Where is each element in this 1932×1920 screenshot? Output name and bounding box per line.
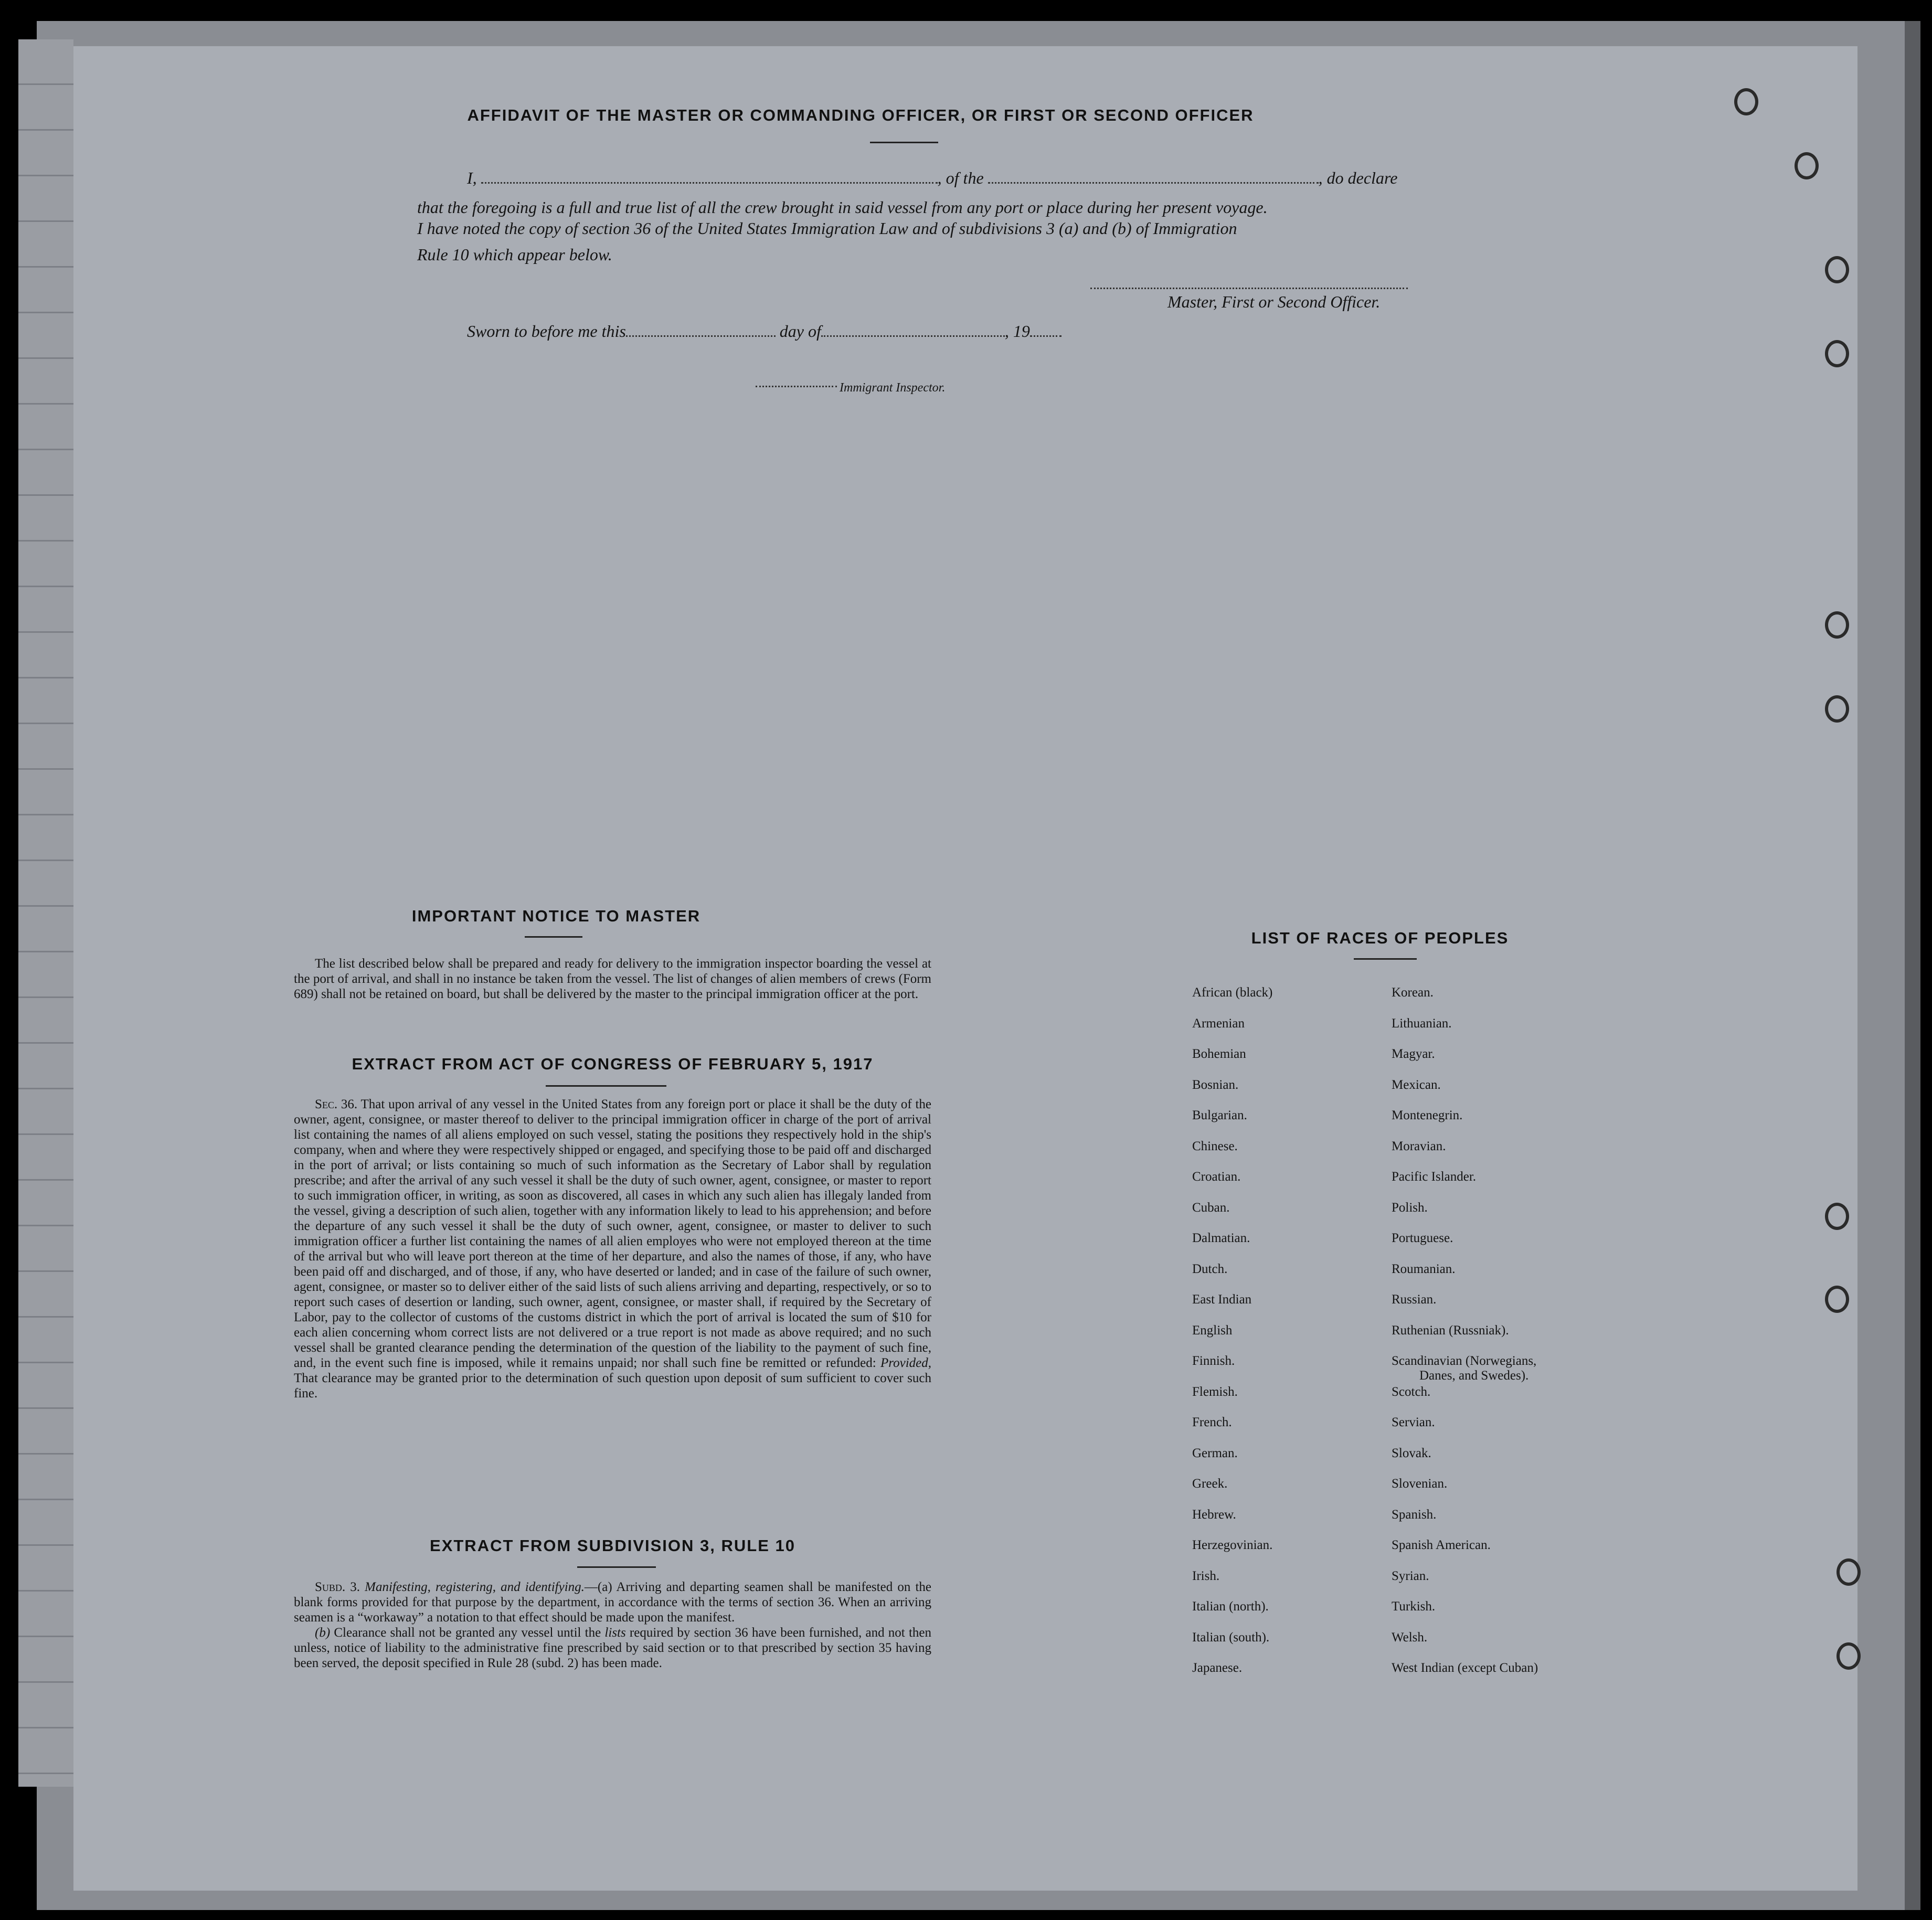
race-item: Irish. [1192, 1569, 1220, 1583]
rule10-b-text-2: required by section 36 have been furnished, and not then unless, notice of liability to the administrative fine prescribed by said section or to that prescribed by section 35 having been served, the deposit specified in Rule 28 (subd. 2) has been made. [294, 1626, 931, 1670]
sec-36-label: Sec. 36. [315, 1097, 358, 1111]
binder-hole-icon [1825, 695, 1849, 723]
rule10-heading: Manifesting, registering, and identifying. [365, 1580, 585, 1594]
sworn-month-blank[interactable] [821, 335, 1005, 337]
race-item: Hebrew. [1192, 1508, 1236, 1522]
race-item: Armenian [1192, 1016, 1245, 1031]
race-item: Lithuanian. [1392, 1016, 1452, 1031]
left-ledger-strip [18, 39, 73, 1787]
race-item: Italian (north). [1192, 1599, 1269, 1614]
binder-hole-icon [1825, 611, 1849, 639]
race-item: Croatian. [1192, 1170, 1241, 1184]
act-text-main: That upon arrival of any vessel in the United States from any foreign port or place it shall be the duty of the owner, agent, consignee, or master thereof to deliver to the principal immigration officer in charge of the port of arrival list containing the names of all aliens employed on such vessel, stating the positions they respectively hold in the ship's company, when and where they were respectively shipped or engaged, and specifying those to be paid off and discharged in the port of arrival; or lists containing so much of such information as the Secretary of Labor shall by regulation prescribe; and after the arrival of any such vessel it shall be the duty of such owner, agent, consignee, or master to report to such immigration officer, in writing, as soon as discovered, all cases in which any such alien has illegaly landed from the vessel, giving a description of such alien, together with any information likely to lead to his apprehension; and before the departure of any such vessel it shall be the duty of such owner, agent, consignee, or master to deliver to such immigration officer a further list containing the names of all alien employes who were not employed thereon at the time of the arrival but who will leave port thereon at the time of her departure, and also the names of those, if any, who have been paid off and discharged, and of those, if any, who have deserted or landed; and in case of the failure of such owner, agent, consignee, or master so to deliver either of the said lists of such aliens arriving and departing, respectively, or so to report such cases of desertion or landing, such owner, agent, consignee, or master shall, if required by the Secretary of Labor, pay to the collector of customs of the customs district in which the port of arrival is located the sum of $10 for each alien concerning whom correct lists are not delivered or a true report is not made as above required; and no such vessel shall be granted clearance pending the determination of the question of the liability to the payment of such fine, and, in the event such fine is imposed, while it remains unpaid; nor shall such fine be remitted or refunded: [294, 1097, 932, 1370]
binder-hole-icon [1825, 1286, 1849, 1313]
race-item: Moravian. [1392, 1139, 1446, 1153]
race-item: Portuguese. [1392, 1231, 1453, 1245]
affidavit-title: AFFIDAVIT OF THE MASTER OR COMMANDING OFFICER, OR FIRST OR SECOND OFFICER [467, 106, 1254, 124]
race-item: Polish. [1392, 1201, 1428, 1215]
binder-hole-icon [1734, 88, 1758, 115]
race-item: German. [1192, 1446, 1238, 1460]
signature-label: Master, First or Second Officer. [1167, 292, 1381, 311]
race-item: Spanish. [1392, 1508, 1437, 1522]
binder-hole-icon [1837, 1558, 1861, 1586]
act-paragraph [294, 1097, 931, 1401]
notice-title: IMPORTANT NOTICE TO MASTER [411, 907, 701, 925]
rule10-a-text: —(a) Arriving and departing seamen shall be manifested on the blank forms provided for that purpose by the department, in accordance with the terms of section 36. When an arriving seamen is a “workaway” a notation to that effect should be made upon the manifest. [294, 1580, 931, 1625]
race-item: Japanese. [1192, 1661, 1243, 1675]
year-label: , 19 [1004, 322, 1030, 341]
race-item: Roumanian. [1392, 1262, 1456, 1276]
race-item: Scotch. [1392, 1385, 1431, 1399]
race-item: Montenegrin. [1392, 1108, 1463, 1122]
race-item: Ruthenian (Russniak). [1392, 1323, 1509, 1338]
affidavit-line-2: that the foregoing is a full and true list of all the crew brought in said vessel from any port or place during her present voyage. [417, 198, 1268, 217]
rule10-text [294, 1579, 931, 1671]
act-text [294, 1097, 931, 1401]
sworn-year-blank[interactable] [1030, 335, 1061, 337]
affidavit-line-3: I have noted the copy of section 36 of the United States Immigration Law and of subdivisions 3 (a) and (b) of Immigration [417, 219, 1237, 238]
race-item: African (black) [1192, 985, 1273, 1000]
affidavit-title-rule [870, 142, 938, 143]
race-item: Herzegovinian. [1192, 1538, 1273, 1552]
affidavit-line-4: Rule 10 which appear below. [417, 245, 612, 264]
provided-label: Provided, [880, 1356, 931, 1370]
act-title-rule [546, 1085, 666, 1087]
inspector-label: Immigrant Inspector. [840, 381, 946, 395]
races-title-rule [1354, 958, 1417, 960]
race-item: Cuban. [1192, 1201, 1230, 1215]
race-item: Bulgarian. [1192, 1108, 1247, 1122]
sworn-line [467, 317, 1149, 346]
race-item-continuation: Danes, and Swedes). [1419, 1369, 1529, 1383]
rule10-paragraph-a [294, 1579, 931, 1625]
rule10-paragraph-b [294, 1625, 931, 1671]
subd-3-label: Subd. 3. [315, 1580, 360, 1594]
race-item: Welsh. [1392, 1630, 1428, 1645]
races-title: LIST OF RACES OF PEOPLES [1251, 929, 1509, 947]
binder-hole-icon [1825, 1203, 1849, 1230]
binder-hole-icon [1795, 152, 1819, 179]
race-item: Dutch. [1192, 1262, 1228, 1276]
race-item: French. [1192, 1415, 1232, 1429]
inspector-signature-blank[interactable] [756, 386, 837, 387]
race-item: Bosnian. [1192, 1078, 1239, 1092]
race-item: Mexican. [1392, 1078, 1441, 1092]
lists-label: lists [604, 1626, 626, 1640]
name-blank[interactable] [481, 182, 938, 184]
affidavit-line-1 [467, 164, 1427, 193]
race-item: Bohemian [1192, 1047, 1246, 1061]
race-item: Dalmatian. [1192, 1231, 1250, 1245]
b-label: (b) [315, 1626, 331, 1640]
notice-paragraph: The list described below shall be prepared and ready for delivery to the immigration inspector boarding the vessel at the port of arrival, and shall in no instance be taken from the vessel. The list of changes of alien members of crews (Form 689) shall not be retained on board, but shall be delivered by the master to the principal immigration officer at the port. [294, 957, 931, 1001]
sworn-day-blank[interactable] [626, 335, 776, 337]
race-item: English [1192, 1323, 1233, 1338]
binder-hole-icon [1825, 256, 1849, 283]
i-label: I, [467, 168, 477, 187]
race-item: Syrian. [1392, 1569, 1429, 1583]
race-item: Finnish. [1192, 1354, 1235, 1368]
race-item: Russian. [1392, 1292, 1437, 1307]
rule10-title: EXTRACT FROM SUBDIVISION 3, RULE 10 [430, 1536, 795, 1555]
binder-hole-icon [1837, 1642, 1861, 1670]
vessel-blank[interactable] [988, 182, 1319, 184]
sworn-label: Sworn to before me this [467, 322, 626, 341]
do-declare-label: , do declare [1318, 168, 1398, 187]
race-item: Scandinavian (Norwegians, [1392, 1354, 1537, 1368]
race-item: Slovak. [1392, 1446, 1431, 1460]
race-item: Chinese. [1192, 1139, 1238, 1153]
of-the-label: , of the [937, 168, 984, 187]
race-item: Servian. [1392, 1415, 1435, 1429]
notice-title-rule [525, 936, 582, 938]
race-item: Korean. [1392, 985, 1434, 1000]
race-item: West Indian (except Cuban) [1392, 1661, 1538, 1675]
race-item: Magyar. [1392, 1047, 1435, 1061]
race-item: Spanish American. [1392, 1538, 1491, 1552]
race-item: Turkish. [1392, 1599, 1436, 1614]
race-item: Pacific Islander. [1392, 1170, 1477, 1184]
act-text-end: That clearance may be granted prior to the determination of such question upon deposit of sum sufficient to cover such fine. [294, 1371, 931, 1401]
race-item: Flemish. [1192, 1385, 1238, 1399]
act-title: EXTRACT FROM ACT OF CONGRESS OF FEBRUARY 5, 1917 [352, 1055, 874, 1073]
binder-hole-icon [1825, 340, 1849, 367]
race-item: Slovenian. [1392, 1477, 1448, 1491]
rule10-title-rule [577, 1566, 656, 1568]
notice-text [294, 956, 931, 1002]
race-item: East Indian [1192, 1292, 1252, 1307]
day-of-label: day of [779, 322, 821, 341]
rule10-b-text-1: Clearance shall not be granted any vessel until the [334, 1626, 601, 1640]
race-item: Greek. [1192, 1477, 1228, 1491]
race-item: Italian (south). [1192, 1630, 1270, 1645]
